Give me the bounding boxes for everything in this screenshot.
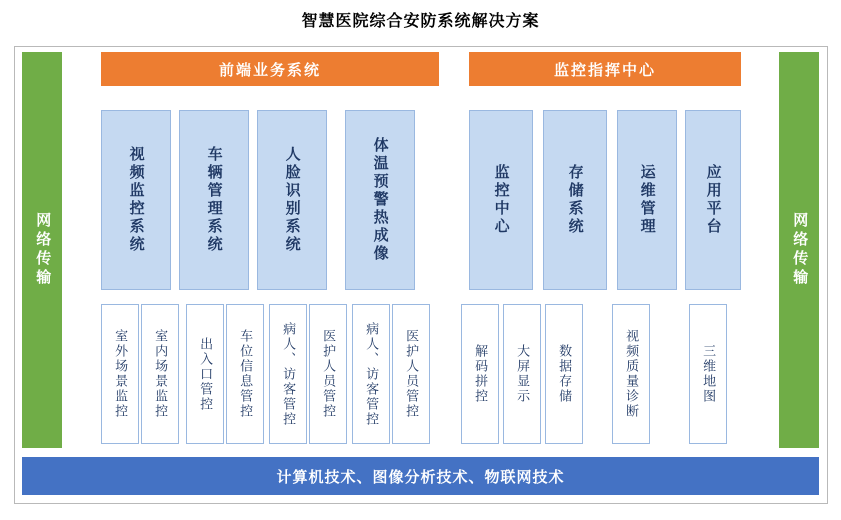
system-box-label: 人脸识别系统 (283, 146, 301, 254)
system-box-label: 运维管理 (638, 164, 656, 236)
system-box-label: 车辆管理系统 (205, 146, 223, 254)
sub-box-large-screen-display[interactable] (503, 304, 541, 444)
sub-box-label: 大屏显示 (515, 344, 531, 404)
sub-box-outdoor-scene-surveillance[interactable] (101, 304, 139, 444)
group-header-command-center: 监控指挥中心 (469, 52, 741, 86)
group-header-frontend: 前端业务系统 (101, 52, 439, 86)
sub-box-video-quality-diagnosis[interactable] (612, 304, 650, 444)
sub-box-parking-info-control[interactable] (226, 304, 264, 444)
sub-box-patient-visitor-control-1[interactable] (269, 304, 307, 444)
sub-box-decoding-splicing[interactable] (461, 304, 499, 444)
system-box-thermal-imaging[interactable] (345, 110, 415, 290)
system-box-label: 监控中心 (492, 164, 510, 236)
sub-box-label: 室内场景监控 (153, 329, 169, 419)
sub-box-label: 出入口管控 (198, 336, 214, 412)
sidebar-right-label: 网络传输 (791, 212, 809, 288)
sub-box-medical-staff-control-2[interactable] (392, 304, 430, 444)
system-box-monitoring-center[interactable] (469, 110, 533, 290)
sub-box-3d-map[interactable] (689, 304, 727, 444)
sub-box-label: 数据存储 (557, 344, 573, 404)
sub-box-data-storage[interactable] (545, 304, 583, 444)
footer-technology-bar: 计算机技术、图像分析技术、物联网技术 (22, 457, 819, 495)
sub-box-label: 车位信息管控 (238, 329, 254, 419)
sub-box-medical-staff-control-1[interactable] (309, 304, 347, 444)
sidebar-network-transmission-right (779, 52, 819, 448)
sub-box-patient-visitor-control-2[interactable] (352, 304, 390, 444)
system-box-face-recognition[interactable] (257, 110, 327, 290)
system-box-label: 视频监控系统 (127, 146, 145, 254)
system-box-operations-management[interactable] (617, 110, 677, 290)
sub-box-label: 视频质量诊断 (624, 329, 640, 419)
system-box-label: 体温预警热成像 (371, 137, 389, 263)
sub-box-label: 解码拼控 (473, 344, 489, 404)
sub-box-label: 病人、访客管控 (281, 321, 297, 427)
system-box-storage-system[interactable] (543, 110, 607, 290)
sub-box-label: 医护人员管控 (404, 329, 420, 419)
sidebar-left-label: 网络传输 (34, 212, 52, 288)
sub-box-indoor-scene-surveillance[interactable] (141, 304, 179, 444)
system-box-vehicle-management[interactable] (179, 110, 249, 290)
sub-box-label: 三维地图 (701, 344, 717, 404)
page-title: 智慧医院综合安防系统解决方案 (301, 13, 540, 30)
sub-box-label: 医护人员管控 (321, 329, 337, 419)
system-box-video-surveillance[interactable] (101, 110, 171, 290)
sidebar-network-transmission-left (22, 52, 62, 448)
system-box-label: 应用平台 (704, 164, 722, 236)
system-box-label: 存储系统 (566, 164, 584, 236)
sub-box-label: 室外场景监控 (113, 329, 129, 419)
sub-box-entrance-exit-control[interactable] (186, 304, 224, 444)
system-box-application-platform[interactable] (685, 110, 741, 290)
sub-box-label: 病人、访客管控 (364, 321, 380, 427)
